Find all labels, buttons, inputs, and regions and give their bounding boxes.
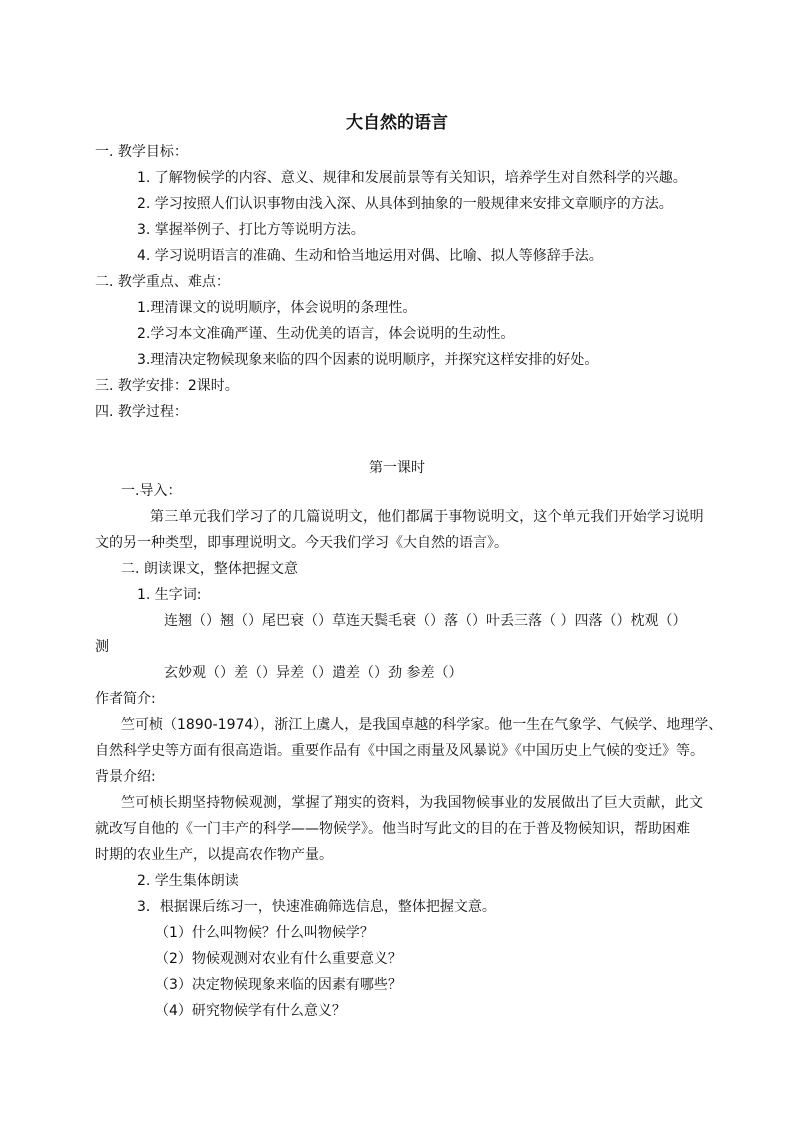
section-heading-process: 四. 教学过程：: [95, 404, 188, 420]
objective-item: 1. 了解物候学的内容、意义、规律和发展前景等有关知识，培养学生对自然科学的兴趣。: [137, 170, 687, 186]
objective-item: 2. 学习按照人们认识事物由浅入深、从具体到抽象的一般规律来安排文章顺序的方法。: [137, 196, 673, 212]
question-item: （2）物候观测对农业有什么重要意义？: [155, 951, 402, 967]
step-item: 2. 学生集体朗读: [137, 873, 239, 889]
question-item: （4）研究物候学有什么意义？: [155, 1003, 346, 1019]
step-item: 3．根据课后练习一，快速准确筛选信息，整体把握文意。: [137, 899, 496, 915]
section-heading-schedule: 三. 教学安排：2课时。: [95, 378, 239, 394]
key-point-item: 3.理清决定物候现象来临的四个因素的说明顺序，并探究这样安排的好处。: [137, 352, 599, 368]
objective-item: 3. 掌握举例子、打比方等说明方法。: [137, 222, 365, 238]
key-point-item: 2.学习本文准确严谨、生动优美的语言，体会说明的生动性。: [137, 326, 515, 342]
author-heading: 作者简介:: [95, 691, 156, 707]
background-paragraph-line: 竺可桢长期坚持物候观测，掌握了翔实的资料，为我国物候事业的发展做出了巨大贡献，此文: [121, 795, 704, 811]
vocab-line-wrap: 测: [95, 639, 109, 655]
key-point-item: 1.理清课文的说明顺序，体会说明的条理性。: [137, 300, 417, 316]
objective-item: 4. 学习说明语言的准确、生动和恰当地运用对偶、比喻、拟人等修辞手法。: [137, 248, 603, 264]
intro-paragraph-line: 文的另一种类型，即事理说明文。今天我们学习《大自然的语言》。: [95, 535, 508, 551]
lesson-heading: 第一课时: [369, 460, 425, 476]
section-heading-objectives: 一. 教学目标：: [95, 144, 188, 160]
question-item: （1）什么叫物候？什么叫物候学？: [155, 925, 374, 941]
section-heading-key-points: 二. 教学重点、难点：: [95, 274, 230, 290]
author-paragraph-line: 自然科学史等方面有很高造诣。重要作品有《中国之雨量及风暴说》《中国历史上气候的变迁》等。: [95, 743, 704, 759]
background-paragraph-line: 就改写自他的《一门丰产的科学——物候学》。他当时写此文的目的在于普及物候知识，帮助困难: [95, 821, 690, 837]
vocab-line: 连翘（）翘（）尾巴衰（）草连天鬓毛衰（）落（）叶丢三落（ ）四落（）枕观（）: [164, 613, 687, 629]
intro-paragraph-line: 第三单元我们学习了的几篇说明文，他们都属于事物说明文，这个单元我们开始学习说明: [150, 509, 704, 525]
vocab-heading: 1. 生字词:: [137, 587, 202, 603]
document-title: 大自然的语言: [346, 113, 448, 133]
reading-heading: 二. 朗读课文，整体把握文意: [121, 561, 298, 577]
author-paragraph-line: 竺可桢（1890-1974），浙江上虞人，是我国卓越的科学家。他一生在气象学、气候学、地理学、: [121, 717, 723, 733]
intro-heading: 一.导入：: [121, 483, 182, 499]
question-item: （3）决定物候现象来临的因素有哪些？: [155, 977, 402, 993]
background-heading: 背景介绍:: [95, 769, 156, 785]
background-paragraph-line: 时期的农业生产，以提高农作物产量。: [95, 847, 333, 863]
vocab-line: 玄妙观（）差（）异差（）遣差（）劲 参差（）: [164, 665, 463, 681]
